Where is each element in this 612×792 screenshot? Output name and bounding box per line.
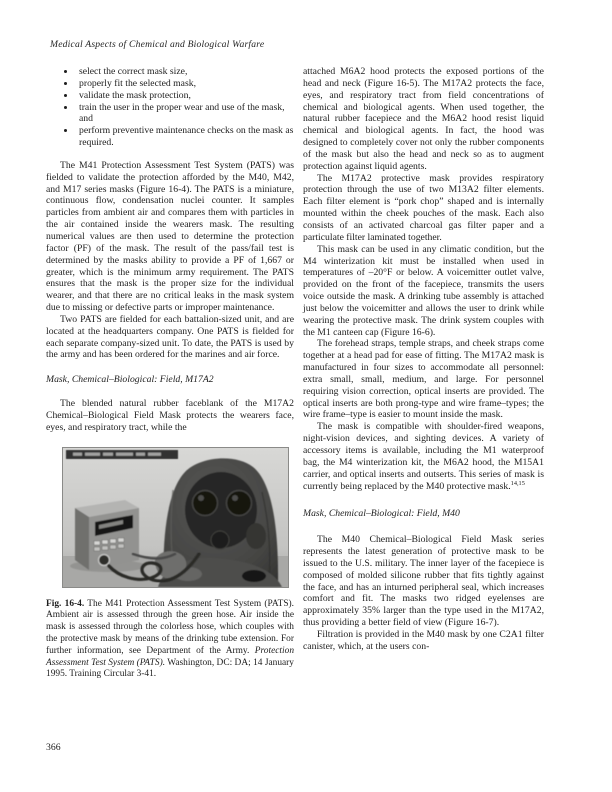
photo-banner	[66, 450, 178, 459]
paragraph-accessories-text: The mask is compatible with shoulder-fired weapons, night-vision devices, and sighting devices. A variety of accessory items is available, including the M1 waterproof bag, the M4 winterization kit, the M6A2 hood, the M15A1 carrier, and optical inserts and outserts. This series of mask is currently being replaced by the M40 protective mask.	[303, 421, 544, 492]
paragraph-filters: The M17A2 protective mask provides respiratory protection through the use of two M13A2 filter elements. Each filter element is “pork chop” shaped and is internally mounted within the cheek pouches of the mask. Each also consists of an activated charcoal gas filter paper and a particulate filter laminated together.	[303, 172, 544, 243]
list-item: • validate the mask protection,	[76, 90, 294, 102]
list-item: • select the correct mask size,	[76, 66, 294, 78]
figure-caption-source: Protection Assessment Test System (PATS).	[46, 645, 295, 668]
figure-caption-text: The M41 Protection Assessment Test System (PATS). Ambient air is assessed through the green hose. Air inside the mask is assessed through the colorless hose, which couples with the protective mask by means of the drinking tube extension. For further information, see Department of the Army.	[46, 598, 294, 656]
list-item: • properly fit the selected mask,	[76, 78, 294, 90]
figure-caption-label: Fig. 16-4.	[46, 598, 85, 609]
paragraph-hood: attached M6A2 hood protects the exposed portions of the head and neck (Figure 16-5). The M17A2 protects the face, eyes, and respiratory tract from field concentrations of chemical and biological agents. When used together, the natural rubber facepiece and the M6A2 hood resist liquid chemical and biological agents. In fact, the hood was designed to completely cover not only the rubber components of the mask but also the head and neck so as to augment protection against liquid agents.	[303, 66, 544, 172]
paragraph-m17a2-intro: The blended natural rubber faceblank of the M17A2 Chemical–Biological Field Mask protects the wearers face, eyes, and respiratory tract, while the	[46, 398, 294, 433]
paragraph-accessories	[303, 421, 544, 492]
list-item: • perform preventive maintenance checks on the mask as required.	[76, 125, 294, 149]
paragraph-pats-fielding: Two PATS are fielded for each battalion-sized unit, and are located at the headquarters company. One PATS is fielded for each separate company-sized unit. To date, the PATS is used by the army and has been ordered for the marines and air force.	[46, 313, 294, 361]
paragraph-filtration: Filtration is provided in the M40 mask by one C2A1 filter canister, which, at the users con-	[303, 628, 544, 652]
paragraph-pats-overview: The M41 Protection Assessment Test System (PATS) was fielded to validate the protection afforded by the M40, M42, and M17 series masks (Figure 16-4). The PATS is a miniature, continuous flow, condensation nuclei counter. It samples particles from ambient air and compares them with particles in the air contained inside the wearers mask. The resulting numerical values are then used to determine the protection factor (PF) of the mask. The result of the pass/fail test is determined by the masks ability to provide a PF of 1,667 or greater, which is the minimum army requirement. The PATS ensures that the mask is the proper size for the individual wearer, and that there are no critical leaks in the mask system due to missing or defective parts or improper maintenance.	[46, 159, 294, 314]
pats-photo-illustration	[63, 448, 288, 587]
page-number: 366	[46, 742, 61, 753]
paragraph-climatic: This mask can be used in any climatic condition, but the M4 winterization kit must be installed when used in temperatures of –20°F or below. A voicemitter outlet valve, provided on the front of the facepiece, transmits the users voice outside the mask. A drinking tube assembly is attached just below the voicemitter and allows the user to drink while wearing the protective mask. The drink system couples with the M1 canteen cap (Figure 16-6).	[303, 243, 544, 338]
left-column	[46, 66, 294, 681]
paragraph-straps: The forehead straps, temple straps, and cheek straps come together at a head pad for ease of fitting. The M17A2 mask is manufactured in four sizes to accommodate all personnel: extra small, small, medium, and large. For personnel requiring vision correction, optical inserts are provided. The optical inserts are both prong-type and wire frame–types; the wire frame–type is easier to mount inside the mask.	[303, 338, 544, 421]
right-column	[303, 66, 544, 653]
figure-caption	[46, 599, 294, 682]
reference-superscript: 14,15	[510, 479, 525, 487]
section-heading-m17a2: Mask, Chemical–Biological: Field, M17A2	[46, 374, 214, 386]
figure-caption-tail: Washington, DC: DA; 14 January 1995. Training Circular 3-41.	[46, 657, 294, 680]
bullet-list	[46, 66, 294, 149]
figure-16-4	[46, 448, 294, 682]
paragraph-m40-intro: The M40 Chemical–Biological Field Mask series represents the latest generation of protective mask to be issued to the U.S. military. The inner layer of the facepiece is composed of molded silicone rubber that fits tightly against the face, and has an inturned peripheral seal, which increases comfort and fit. The masks two ridged eyelenses are approximately 35% larger than the type used in the M17A2, thus providing a better field of view (Figure 16-7).	[303, 534, 544, 629]
figure-photo-m41-pats	[63, 448, 288, 587]
list-item: • train the user in the proper wear and use of the mask, and	[76, 102, 294, 126]
running-header: Medical Aspects of Chemical and Biological Warfare	[50, 39, 265, 50]
section-heading-m40: Mask, Chemical–Biological: Field, M40	[303, 508, 460, 520]
